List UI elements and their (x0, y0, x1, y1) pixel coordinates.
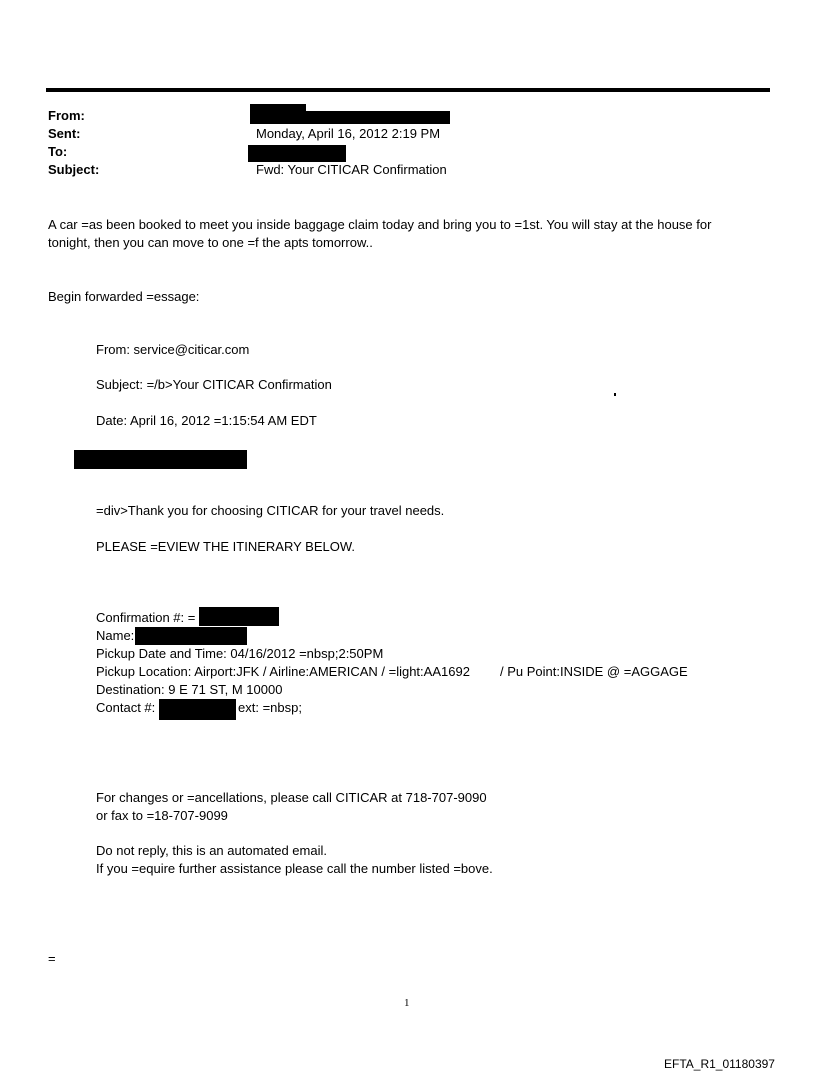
redaction-name (135, 627, 247, 645)
contact-label: Contact #: (96, 700, 156, 715)
redaction-contact (159, 699, 236, 720)
redaction-recipient (74, 450, 247, 469)
redaction-from-2 (306, 111, 450, 124)
scan-speck (614, 393, 616, 396)
redaction-from-1 (250, 104, 306, 124)
pickup-point: / Pu Point:INSIDE @ =AGGAGE (500, 664, 688, 679)
no-reply-notice: Do not reply, this is an automated email. (96, 843, 327, 858)
subject-label: Subject: (48, 162, 100, 177)
subject-value: Fwd: Your CITICAR Confirmation (256, 162, 447, 177)
thank-you-text: =div>Thank you for choosing CITICAR for your travel needs. (96, 503, 445, 518)
changes-line-1: For changes or =ancellations, please call CITICAR at 718-707-9090 (96, 790, 487, 805)
passenger-name-label: Name: (96, 628, 135, 643)
destination: Destination: 9 E 71 ST, M 10000 (96, 682, 283, 697)
body-paragraph-line-1: A car =as been booked to meet you inside baggage claim today and bring you to =1st. You will stay at the house for (48, 217, 712, 232)
sent-label: Sent: (48, 126, 81, 141)
review-itinerary-text: PLEASE =EVIEW THE ITINERARY BELOW. (96, 539, 356, 554)
trailing-equals: = (48, 951, 56, 966)
sent-value: Monday, April 16, 2012 2:19 PM (256, 126, 441, 141)
contact-ext: ext: =nbsp; (238, 700, 302, 715)
header-rule (46, 88, 770, 92)
begin-forwarded-text: Begin forwarded =essage: (48, 289, 200, 304)
pickup-location: Pickup Location: Airport:JFK / Airline:AMERICAN / =light:AA1692 (96, 664, 470, 679)
document-id-footer: EFTA_R1_01180397 (664, 1057, 775, 1071)
redaction-confirmation (199, 607, 279, 626)
from-label: From: (48, 108, 85, 123)
forwarded-date: Date: April 16, 2012 =1:15:54 AM EDT (96, 413, 317, 428)
body-paragraph-line-2: tonight, then you can move to one =f the apts tomorrow.. (48, 235, 373, 250)
page-number: 1 (404, 997, 410, 1009)
forwarded-subject: Subject: =/b>Your CITICAR Confirmation (96, 377, 332, 392)
assistance-notice: If you =equire further assistance please call the number listed =bove. (96, 861, 493, 876)
confirmation-number: Confirmation #: = (96, 610, 196, 625)
redaction-to (248, 145, 346, 162)
pickup-date-time: Pickup Date and Time: 04/16/2012 =nbsp;2:50PM (96, 646, 384, 661)
forwarded-from: From: service@citicar.com (96, 342, 250, 357)
changes-line-2: or fax to =18-707-9099 (96, 808, 228, 823)
to-label: To: (48, 144, 68, 159)
